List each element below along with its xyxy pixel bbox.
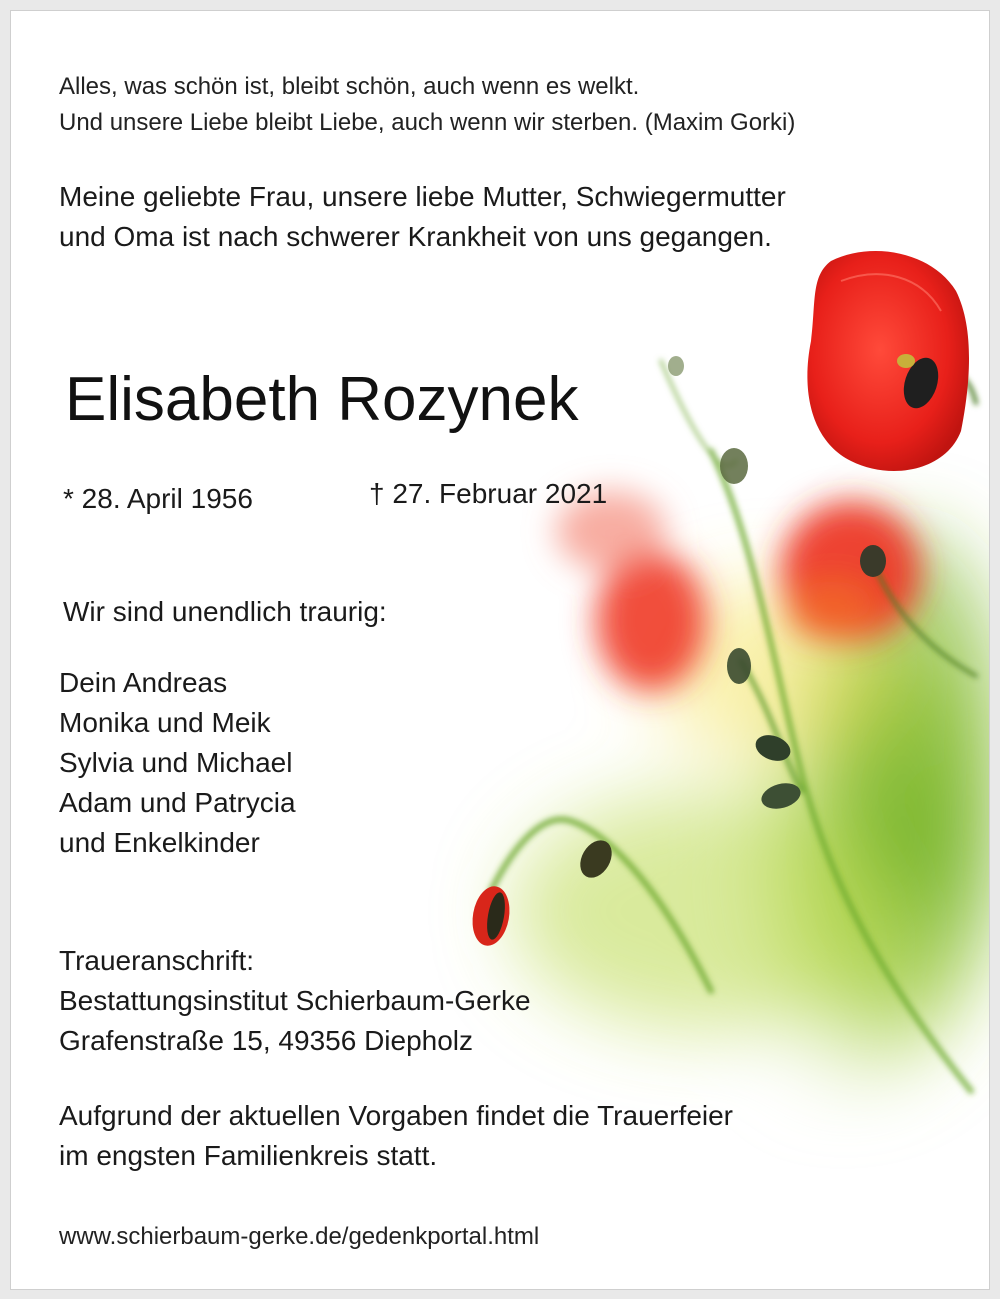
funeral-notice	[59, 1096, 733, 1176]
gorki-quote	[59, 69, 795, 141]
mourner-name: Dein Andreas	[59, 667, 228, 698]
address-line-1: Bestattungsinstitut Schierbaum-Gerke	[59, 985, 531, 1016]
quote-line-1: Alles, was schön ist, bleibt schön, auch wenn es welkt.	[59, 73, 640, 100]
deceased-name: Elisabeth Rozynek	[65, 365, 579, 434]
address-line-2: Grafenstraße 15, 49356 Diepholz	[59, 1025, 474, 1056]
mourners-list	[59, 663, 296, 863]
mourner-name: Sylvia und Michael	[59, 747, 293, 778]
intro-text	[59, 177, 786, 257]
mourning-address	[59, 941, 531, 1061]
memorial-portal-link[interactable]: www.schierbaum-gerke.de/gedenkportal.html	[59, 1223, 540, 1250]
mourners-heading: Wir sind unendlich traurig:	[63, 596, 387, 627]
mourner-name: Monika und Meik	[59, 707, 271, 738]
notice-line-1: Aufgrund der aktuellen Vorgaben findet die Trauerfeier	[59, 1100, 734, 1131]
obituary-card	[10, 10, 990, 1290]
death-date: † 27. Februar 2021	[369, 478, 608, 509]
intro-line-2: und Oma ist nach schwerer Krankheit von uns gegangen.	[59, 221, 772, 252]
quote-line-2: Und unsere Liebe bleibt Liebe, auch wenn wir sterben. (Maxim Gorki)	[59, 109, 796, 136]
notice-line-2: im engsten Familienkreis statt.	[59, 1140, 438, 1171]
birth-date: * 28. April 1956	[63, 483, 253, 514]
mourner-name: und Enkelkinder	[59, 827, 260, 858]
mourner-name: Adam und Patrycia	[59, 787, 296, 818]
intro-line-1: Meine geliebte Frau, unsere liebe Mutter, Schwiegermutter	[59, 181, 786, 212]
green-wash	[511, 531, 989, 1091]
address-label: Traueranschrift:	[59, 945, 255, 976]
poppy-flower	[807, 251, 969, 471]
